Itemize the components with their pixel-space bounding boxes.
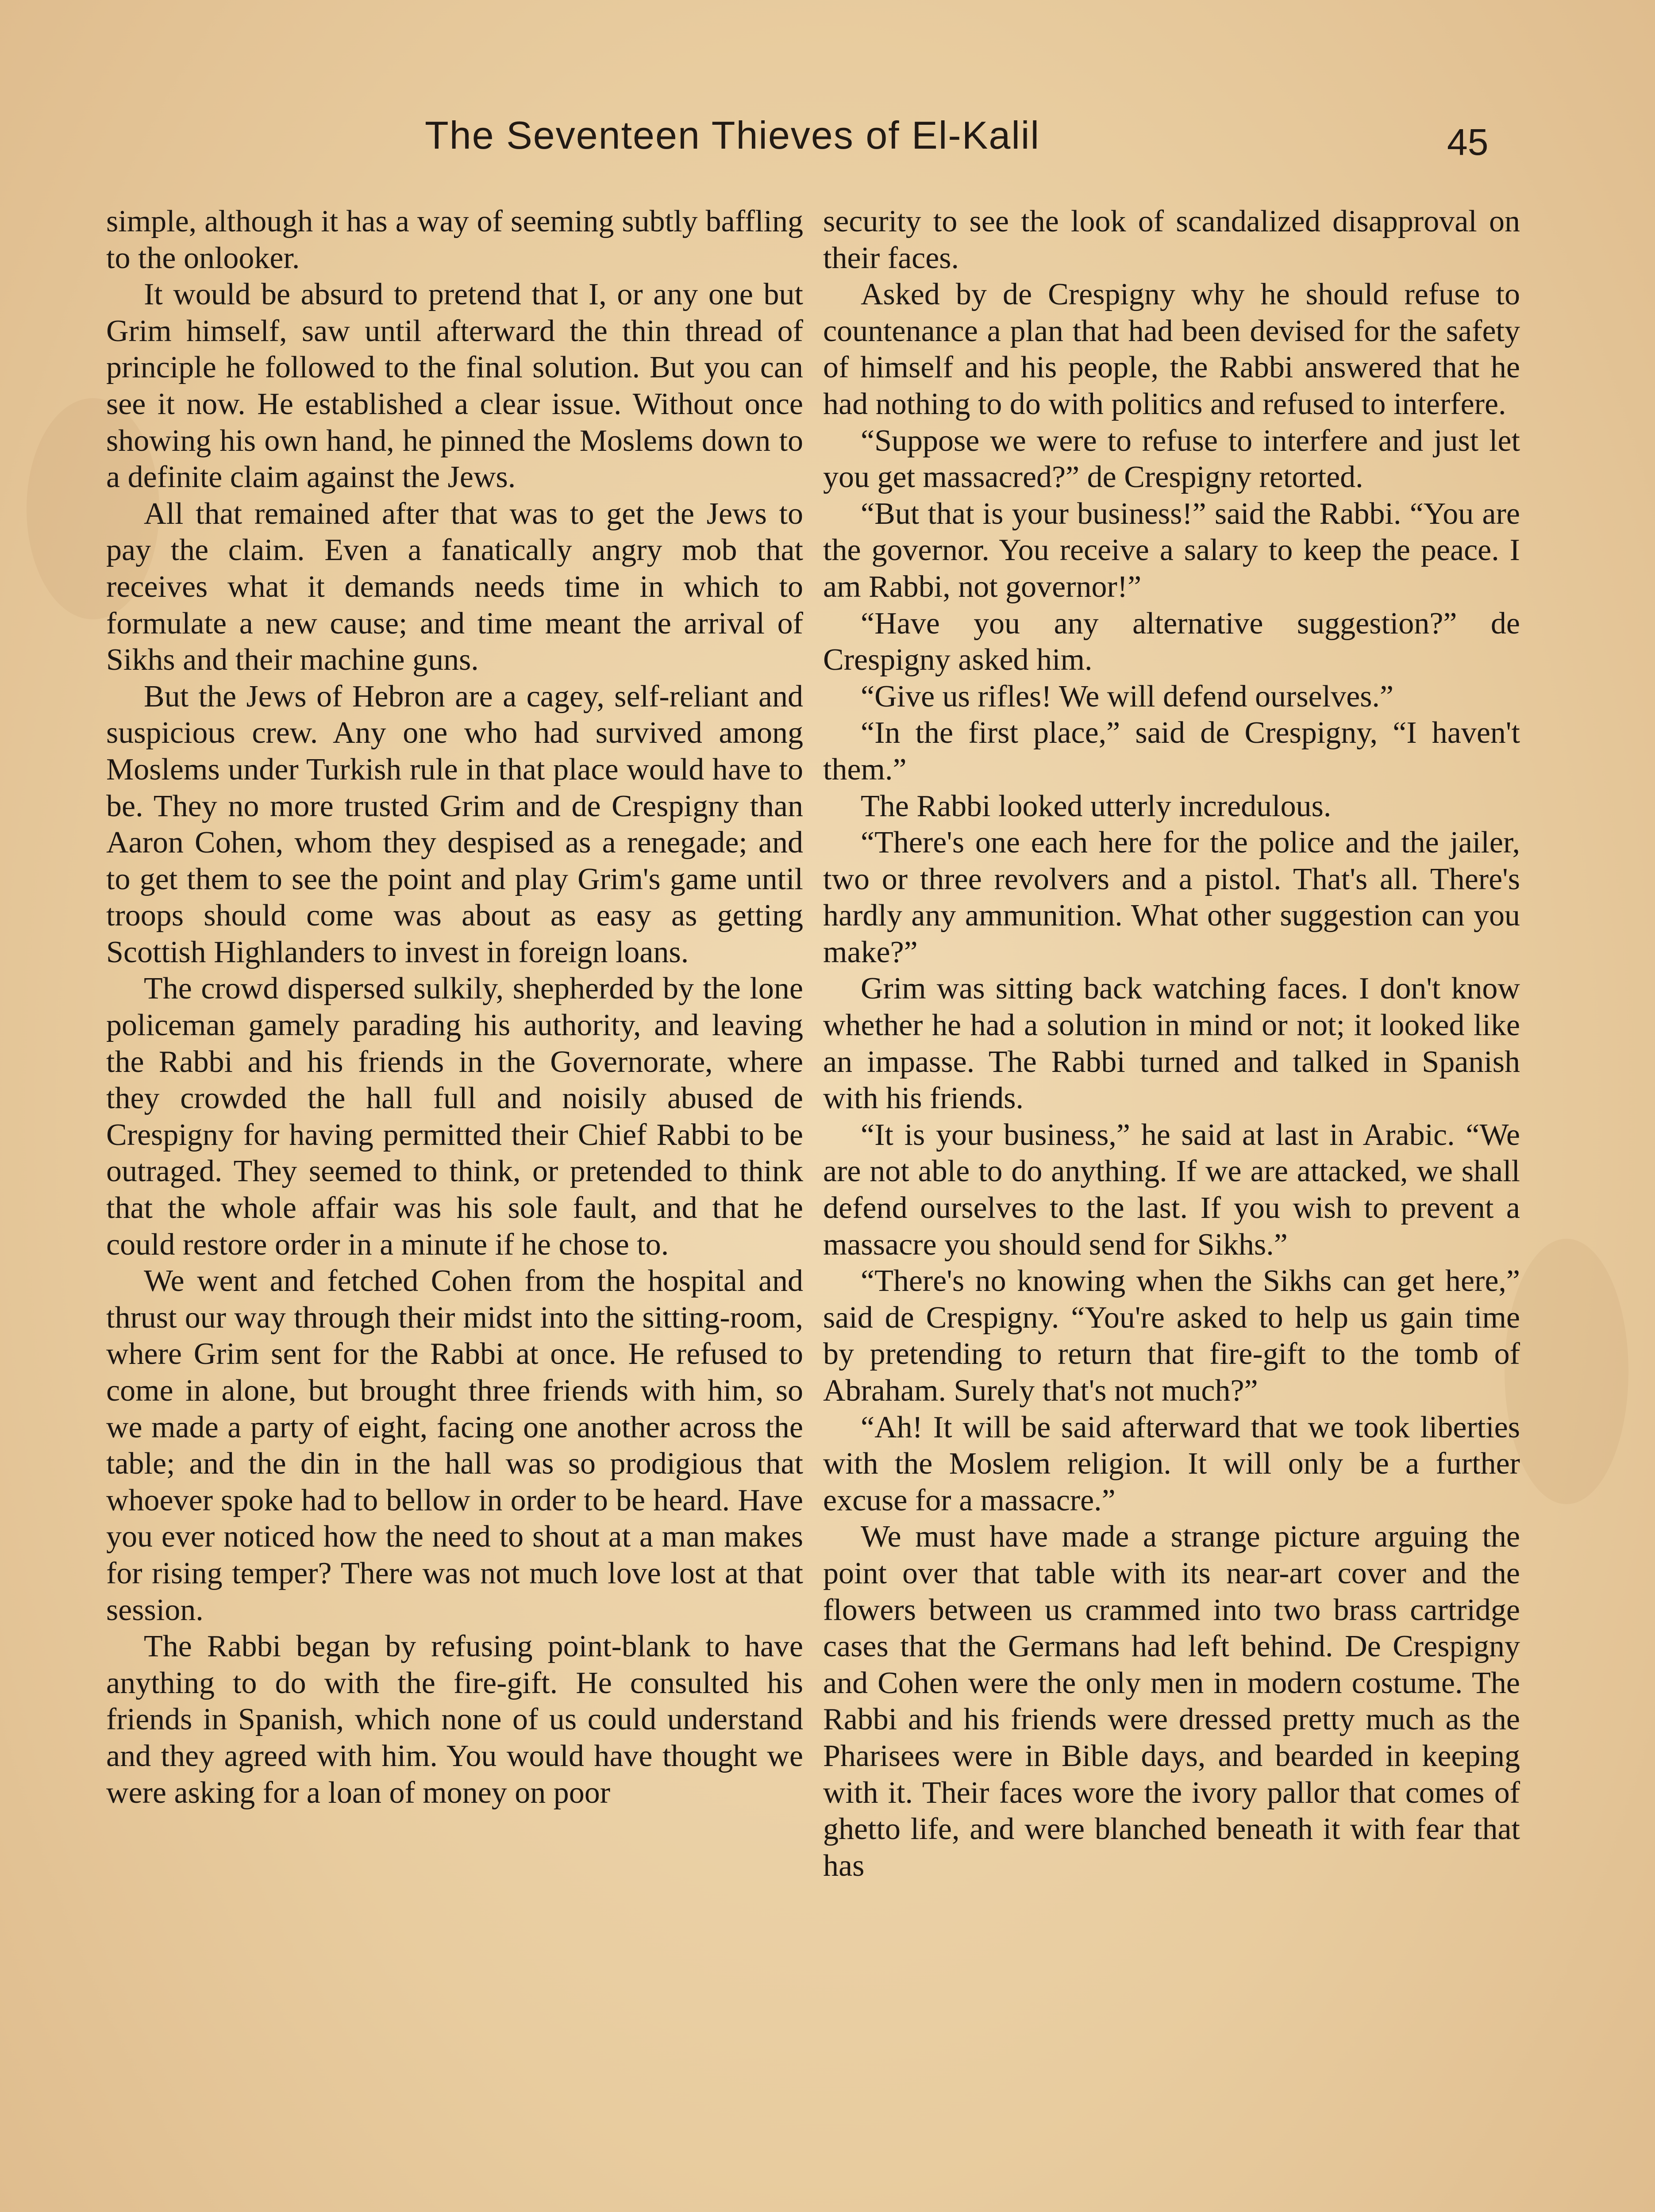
running-title: The Seventeen Thieves of El-Kalil	[425, 113, 1040, 157]
paragraph: We went and fetched Cohen from the hospital and thrust our way through their midst into the sitting-room, where Grim sent for the Rabbi at once. He refused to come in alone, but brought three friends with him, so we made a party of eight, facing one another across the table; and the din in the hall was so prodigious that whoever spoke had to bellow in order to be heard. Have you ever noticed how the need to shout at a man makes for rising temper? There was not much love lost at that session.	[106, 1264, 803, 1627]
paragraph: Grim was sitting back watching faces. I don't know whether he had a solution in mind or not; it looked like an impasse. The Rabbi turned and talked in Spanish with his friends.	[823, 972, 1520, 1116]
paragraph: It would be absurd to pretend that I, or any one but Grim himself, saw until afterward the thin thread of principle he followed to the final solution. But you can see it now. He established a clear issue. Without once showing his own hand, he pinned the Moslems down to a definite claim against the Jews.	[106, 277, 803, 495]
running-header	[0, 113, 1655, 170]
paragraph: The Rabbi began by refusing point-blank to have anything to do with the fire-gift. He consulted his friends in Spanish, which none of us could understand and they agreed with him. You would have thought we were asking for a loan of money on poor	[106, 1629, 803, 1810]
paragraph: “Give us rifles! We will defend ourselves.”	[861, 679, 1394, 714]
paragraph: “There's one each here for the police and the jailer, two or three revolvers and a pistol. That's all. There's hardly any ammunition. What other suggestion can you make?”	[823, 826, 1520, 969]
right-column	[823, 204, 1520, 1884]
paragraph: “But that is your business!” said the Rabbi. “You are the governor. You receive a salary to keep the peace. I am Rabbi, not governor!”	[823, 496, 1520, 604]
paragraph: All that remained after that was to get the Jews to pay the claim. Even a fanatically angry mob that receives what it demands needs time in which to formulate a new cause; and time meant the arrival of Sikhs and their machine guns.	[106, 496, 803, 677]
paper-stain	[1505, 1239, 1628, 1504]
paragraph: “Ah! It will be said afterward that we took liberties with the Moslem religion. It will only be a further excuse for a massacre.”	[823, 1410, 1520, 1517]
paragraph: simple, although it has a way of seeming subtly baffling to the onlooker.	[106, 204, 803, 275]
paragraph: “In the first place,” said de Crespigny, “I haven't them.”	[823, 716, 1520, 787]
paragraph: But the Jews of Hebron are a cagey, self-reliant and suspicious crew. Any one who had survived among Moslems under Turkish rule in that place would have to be. They no more trusted Grim and de Crespigny than Aaron Cohen, whom they despised as a renegade; and to get them to see the point and play Grim's game until troops should come was about as easy as getting Scottish Highlanders to invest in foreign loans.	[106, 679, 803, 969]
paragraph: The Rabbi looked utterly incredulous.	[861, 789, 1332, 823]
paragraph: We must have made a strange picture arguing the point over that table with its near-art cover and the flowers between us crammed into two brass cartridge cases that the Germans had left behind. De Crespigny and Cohen were the only men in modern costume. The Rabbi and his friends were dressed pretty much as the Pharisees were in Bible days, and bearded in keeping with it. Their faces wore the ivory pallor that comes of ghetto life, and were blanched beneath it with fear that has	[823, 1520, 1520, 1883]
paragraph: “It is your business,” he said at last in Arabic. “We are not able to do anything. If we are attacked, we shall defend ourselves to the last. If you wish to prevent a massacre you should send for Sikhs.”	[823, 1118, 1520, 1262]
page-number: 45	[1447, 121, 1489, 163]
paragraph: “There's no knowing when the Sikhs can get here,” said de Crespigny. “You're asked to help us gain time by pretending to return that fire-gift to the tomb of Abraham. Surely that's not much?”	[823, 1264, 1520, 1408]
paragraph: “Suppose we were to refuse to interfere and just let you get massacred?” de Crespigny retorted.	[823, 423, 1520, 495]
paragraph: The crowd dispersed sulkily, shepherded by the lone policeman gamely parading his authority, and leaving the Rabbi and his friends in the Governorate, where they crowded the hall full and noisily abused de Crespigny for having permitted their Chief Rabbi to be outraged. They seemed to think, or pretended to think that the whole affair was his sole fault, and that he could restore order in a minute if he chose to.	[106, 972, 803, 1262]
paragraph: Asked by de Crespigny why he should refuse to countenance a plan that had been devised for the safety of himself and his people, the Rabbi answered that he had nothing to do with politics and refused to interfere.	[823, 277, 1520, 421]
left-column	[106, 204, 803, 1811]
paragraph: “Have you any alternative suggestion?” de Crespigny asked him.	[823, 606, 1520, 677]
paragraph: security to see the look of scandalized disapproval on their faces.	[823, 204, 1520, 275]
